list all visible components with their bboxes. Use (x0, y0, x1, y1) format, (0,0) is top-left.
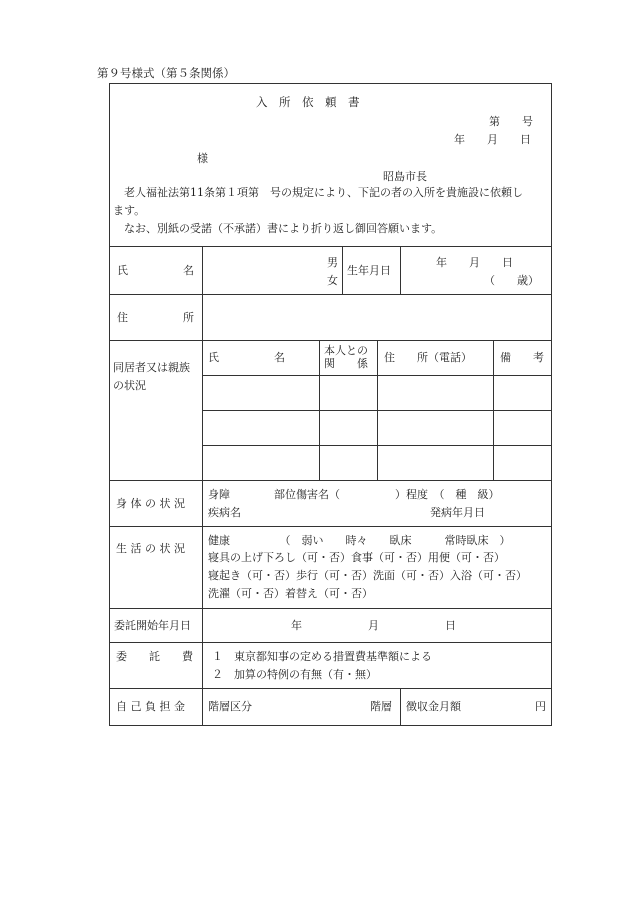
commission-fee-item: ２ 加算の特例の有無（有・無） (212, 668, 377, 681)
sex-male: 男 (327, 256, 338, 269)
household-label: 同居者又は親族 (113, 361, 190, 374)
life-status-line: 寝具の上げ下ろし（可・否）食事（可・否）用便（可・否） (208, 551, 505, 564)
household-label: の状況 (113, 379, 146, 392)
issuer: 昭島市長 (383, 170, 427, 183)
life-status-line: 寝起き（可・否）歩行（可・否）洗面（可・否）入浴（可・否） (208, 569, 527, 582)
body-status-line: 身障 部位傷害名（ ）程度 （ 種 級） (208, 488, 500, 501)
name-label: 氏 名 (117, 264, 194, 277)
commission-start-date: 年 月 日 (291, 619, 456, 632)
age: （ 歳） (484, 274, 539, 287)
form-label: 第９号様式（第５条関係） (97, 66, 235, 80)
body-text: なお、別紙の受諾（不承諾）書により折り返し御回答願います。 (113, 222, 443, 235)
household-col-name: 氏 名 (208, 351, 285, 364)
commission-fee-label: 委 託 費 (116, 650, 193, 663)
body-text: ます。 (113, 204, 146, 217)
sex-female: 女 (327, 274, 338, 287)
addressee: 様 (197, 152, 208, 165)
disease-name: 疾病名 (208, 506, 241, 519)
self-pay-label: 自 己 負 担 金 (116, 700, 185, 713)
onset-date: 発病年月日 (430, 506, 485, 519)
commission-fee-item: １ 東京都知事の定める措置費基準額による (212, 650, 432, 663)
request-number: 第 号 (489, 115, 533, 128)
birth-date: 年 月 日 (436, 256, 513, 269)
household-col-relation: 関 係 (324, 357, 368, 370)
household-col-address: 住 所（電話） (384, 351, 472, 364)
yen-unit: 円 (535, 700, 546, 713)
birth-date-label: 生年月日 (347, 264, 391, 277)
life-status-line: 健康 （ 弱い 時々 臥床 常時臥床 ） (208, 534, 511, 547)
life-status-line: 洗濯（可・否）着替え（可・否） (208, 587, 373, 600)
household-col-relation: 本人との (324, 344, 368, 357)
form-title: 入 所 依 頼 書 (256, 95, 360, 109)
body-status-label: 身 体 の 状 況 (116, 497, 185, 510)
body-text: 老人福祉法第11条第１項第 号の規定により、下記の者の入所を貴施設に依頼し (113, 186, 523, 199)
request-date: 年 月 日 (454, 133, 531, 146)
life-status-label: 生 活 の 状 況 (116, 542, 185, 555)
commission-start-label: 委託開始年月日 (114, 619, 191, 632)
monthly-amount-label: 徴収金月額 (406, 700, 461, 713)
household-col-remarks: 備 考 (500, 351, 544, 364)
class-label: 階層区分 (208, 700, 252, 713)
class-unit: 階層 (370, 700, 392, 713)
address-label: 住 所 (117, 311, 194, 324)
